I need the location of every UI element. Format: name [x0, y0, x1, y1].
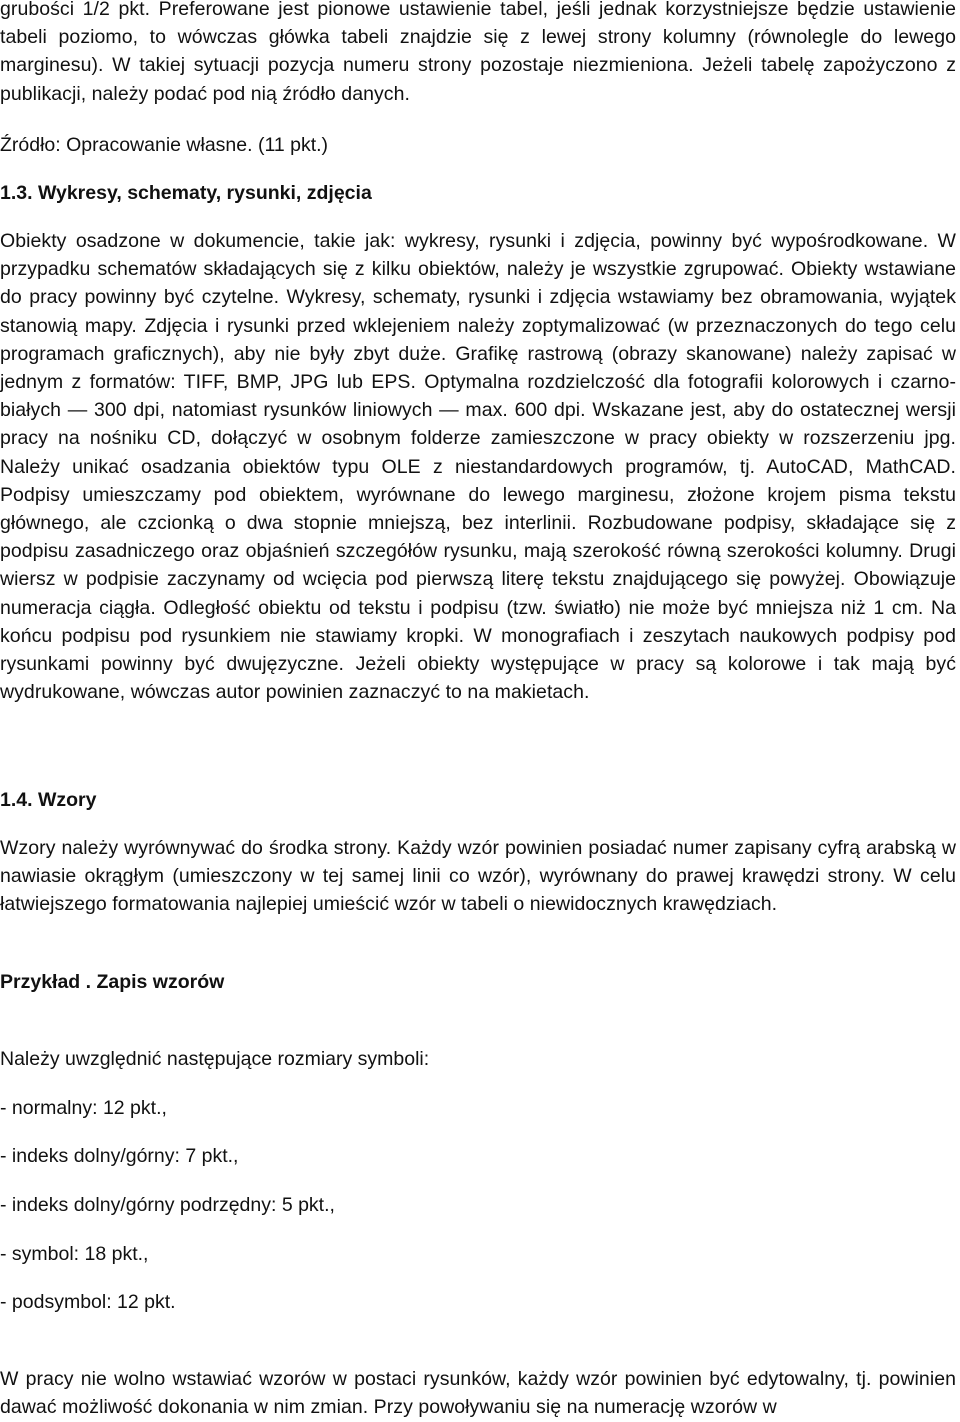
table-source-note: Źródło: Opracowanie własne. (11 pkt.)	[0, 134, 329, 156]
section-heading-1-4: 1.4. Wzory	[0, 789, 97, 811]
list-item: - normalny: 12 pkt.,	[0, 1097, 167, 1119]
list-item: - symbol: 18 pkt.,	[0, 1243, 149, 1265]
list-item: - indeks dolny/górny: 7 pkt.,	[0, 1145, 239, 1167]
example-heading: Przykład . Zapis wzorów	[0, 971, 225, 993]
section-1-4-paragraph: Wzory należy wyrównywać do środka strony. Każdy wzór powinien posiadać numer zapisany cyfrą arabską w nawiasie okrągłym (umieszczony w tej samej linii co wzór), wyrównany do prawej krawędzi strony. W celu łatwiejszego formatowania najlepiej umieścić wzór w tabeli o niewidocznych krawędziach.	[0, 837, 956, 916]
intro-paragraph: grubości 1/2 pkt. Preferowane jest pionowe ustawienie tabel, jeśli jednak korzystniejsze będzie ustawienie tabeli poziomo, to wówczas główka tabeli znajdzie się z lewej strony kolumny (równolegle do lewego marginesu). W takiej sytuacji pozycja numeru strony pozostaje niezmieniona. Jeżeli tabelę zapożyczono z publikacji, należy podać pod nią źródło danych.	[0, 0, 956, 105]
section-heading-1-3: 1.3. Wykresy, schematy, rysunki, zdjęcia	[0, 182, 372, 204]
closing-paragraph: W pracy nie wolno wstawiać wzorów w postaci rysunków, każdy wzór powinien być edytowalny, tj. powinien dawać możliwość dokonania w nim zmian. Przy powoływaniu się na numerację wzorów w	[0, 1368, 956, 1419]
section-1-3-paragraph: Obiekty osadzone w dokumencie, takie jak: wykresy, rysunki i zdjęcia, powinny być wypośrodkowane. W przypadku schematów składających się z kilku obiektów, należy je wszystkie zgrupować. Obiekty wstawiane do pracy powinny być czytelne. Wykresy, schematy, rysunki i zdjęcia wstawiamy bez obramowania, wyjątek stanowią mapy. Zdjęcia i rysunki przed wklejeniem należy zoptymalizować (w przeznaczonych do tego celu programach graficznych), aby nie były zbyt duże. Grafikę rastrową (obrazy skanowane) należy zapisać w jednym z formatów: TIFF, BMP, JPG lub EPS. Optymalna rozdzielczość dla fotografii kolorowych i czarno-białych — 300 dpi, natomiast rysunków liniowych — max. 600 dpi. Wskazane jest, aby do ostatecznej wersji pracy na nośniku CD, dołączyć w osobnym folderze zamieszczone w pracy obiekty w rozszerzeniu jpg. Należy unikać osadzania obiektów typu OLE z niestandardowych programów, tj. AutoCAD, MathCAD. Podpisy umieszczamy pod obiektem, wyrównane do lewego marginesu, złożone krojem pisma tekstu głównego, ale czcionką o dwa stopnie mniejszą, bez interlinii. Rozbudowane podpisy, składające się z podpisu zasadniczego oraz objaśnień szczegółów rysunku, mają szerokość równą szerokości kolumny. Drugi wiersz w podpisie zaczynamy od wcięcia pod pierwszą literę tekstu znajdującego się powyżej. Obowiązuje numeracja ciągła. Odległość obiektu od tekstu i podpisu (tzw. światło) nie może być mniejsza niż 1 cm. Na końcu podpisu pod rysunkiem nie stawiamy kropki. W monografiach i zeszytach naukowych podpisy pod rysunkami powinny być dwujęzyczne. Jeżeli obiekty występujące w pracy są kolorowe i tak mają być wydrukowane, wówczas autor powinien zaznaczyć to na makietach.	[0, 230, 956, 704]
list-item: - podsymbol: 12 pkt.	[0, 1291, 176, 1313]
list-item: - indeks dolny/górny podrzędny: 5 pkt.,	[0, 1194, 335, 1216]
symbol-sizes-intro: Należy uwzględnić następujące rozmiary symboli:	[0, 1048, 430, 1070]
